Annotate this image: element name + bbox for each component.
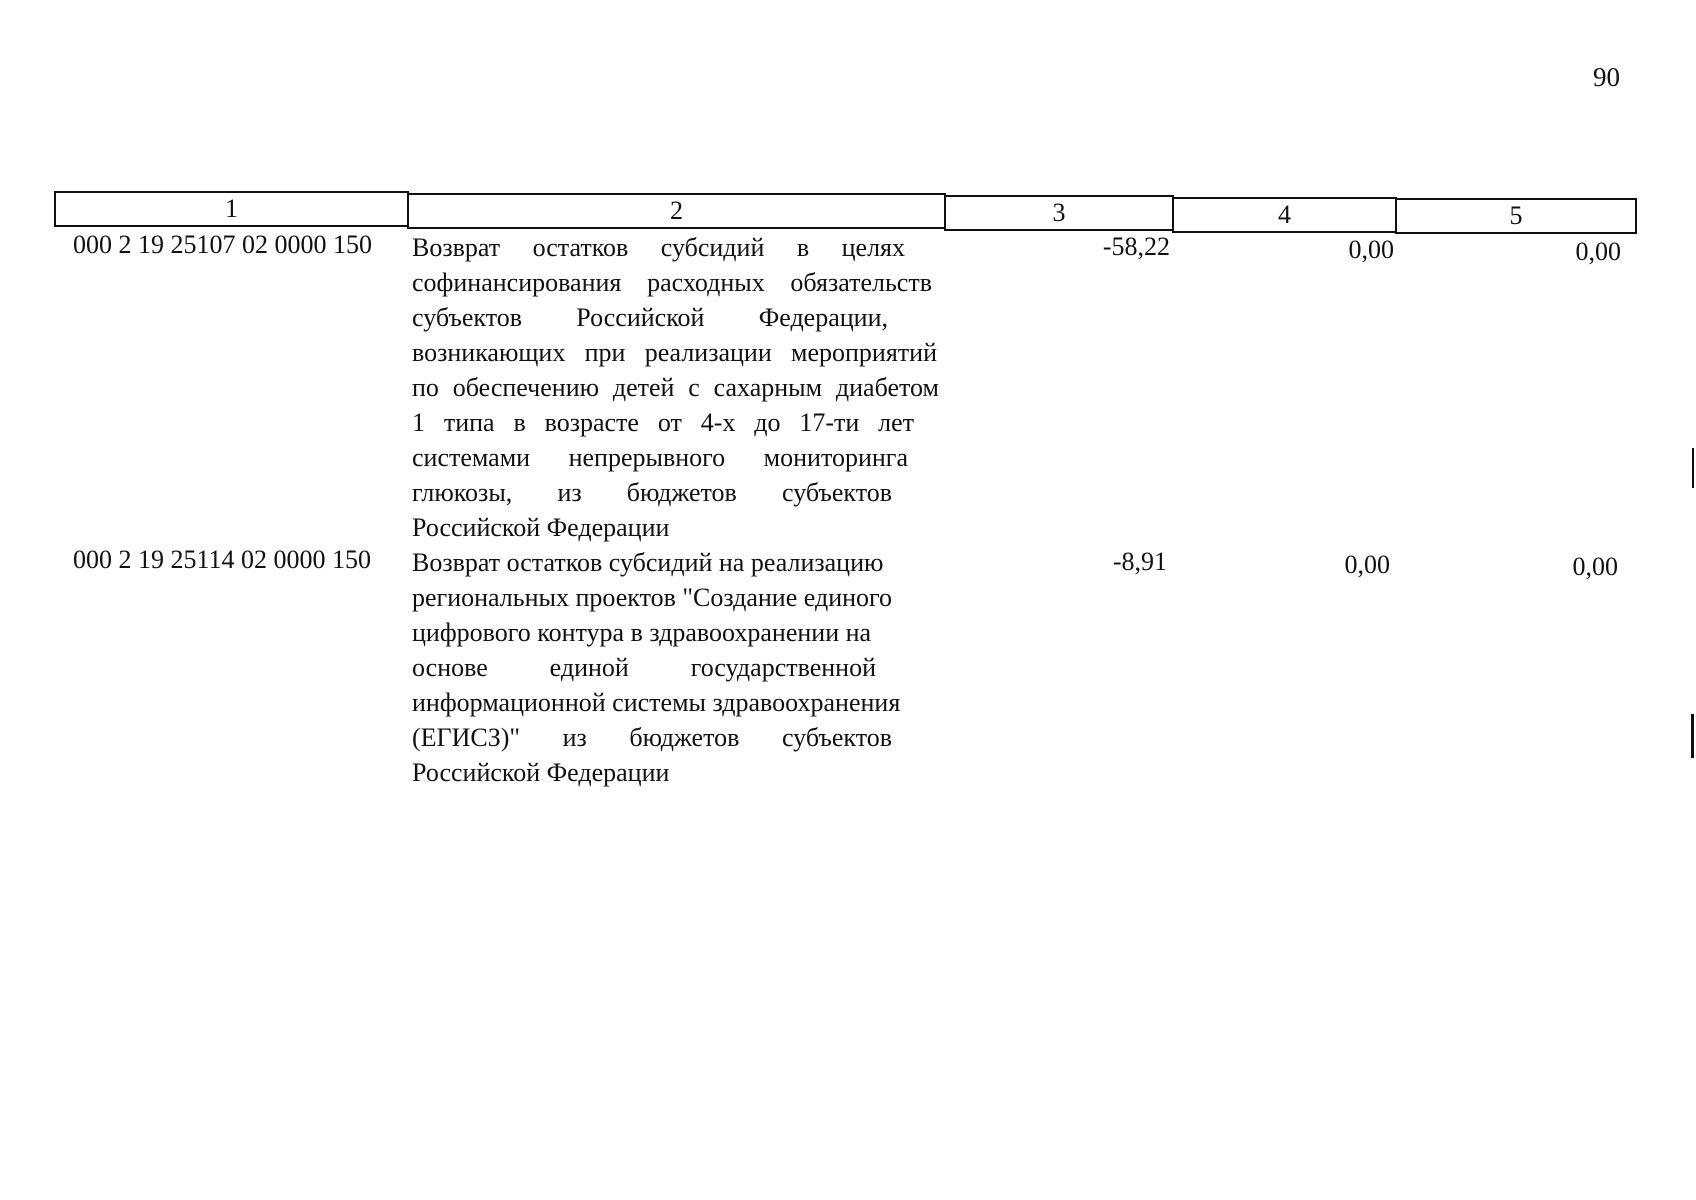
row-description [412, 230, 939, 545]
description-line: (ЕГИСЗ)" из бюджетов субъектов [412, 723, 892, 752]
value-col5: 0,00 [1575, 237, 1621, 266]
value-col4: 0,00 [1344, 550, 1390, 579]
scan-artifact [1691, 714, 1694, 758]
description-line: глюкозы, из бюджетов субъектов [412, 478, 892, 507]
description-line: по обеспечению детей с сахарным диабетом [412, 373, 939, 402]
value-col5: 0,00 [1572, 552, 1618, 581]
description-line: системами непрерывного мониторинга [412, 443, 908, 472]
value-col4: 0,00 [1348, 235, 1394, 264]
description-line: Возврат остатков субсидий на реализацию [412, 548, 884, 577]
row-description [412, 545, 932, 790]
description-line: софинансирования расходных обязательств [412, 268, 932, 297]
header-cell-3: 3 [944, 195, 1174, 231]
value-col3: -58,22 [1102, 232, 1170, 261]
budget-code: 000 2 19 25114 02 0000 150 [73, 545, 372, 574]
header-cell-4: 4 [1172, 197, 1397, 233]
page-number: 90 [1593, 62, 1620, 92]
description-line: Российской Федерации [412, 513, 670, 542]
budget-code: 000 2 19 25107 02 0000 150 [73, 230, 372, 259]
scan-artifact [1692, 448, 1694, 488]
description-line: Российской Федерации [412, 758, 670, 787]
description-line: региональных проектов "Создание единого [412, 583, 893, 612]
description-line: Возврат остатков субсидий в целях [412, 233, 905, 262]
header-cell-2: 2 [407, 193, 946, 229]
description-line: субъектов Российской Федерации, [412, 303, 888, 332]
description-line: основе единой государственной [412, 653, 876, 682]
description-line: 1 типа в возрасте от 4-х до 17-ти лет [412, 408, 914, 437]
header-cell-1: 1 [54, 191, 409, 227]
description-line: цифрового контура в здравоохранении на [412, 618, 872, 647]
header-cell-5: 5 [1395, 198, 1637, 234]
description-line: информационной системы здравоохранения [412, 688, 901, 717]
description-line: возникающих при реализации мероприятий [412, 338, 937, 367]
value-col3: -8,91 [1112, 547, 1167, 576]
